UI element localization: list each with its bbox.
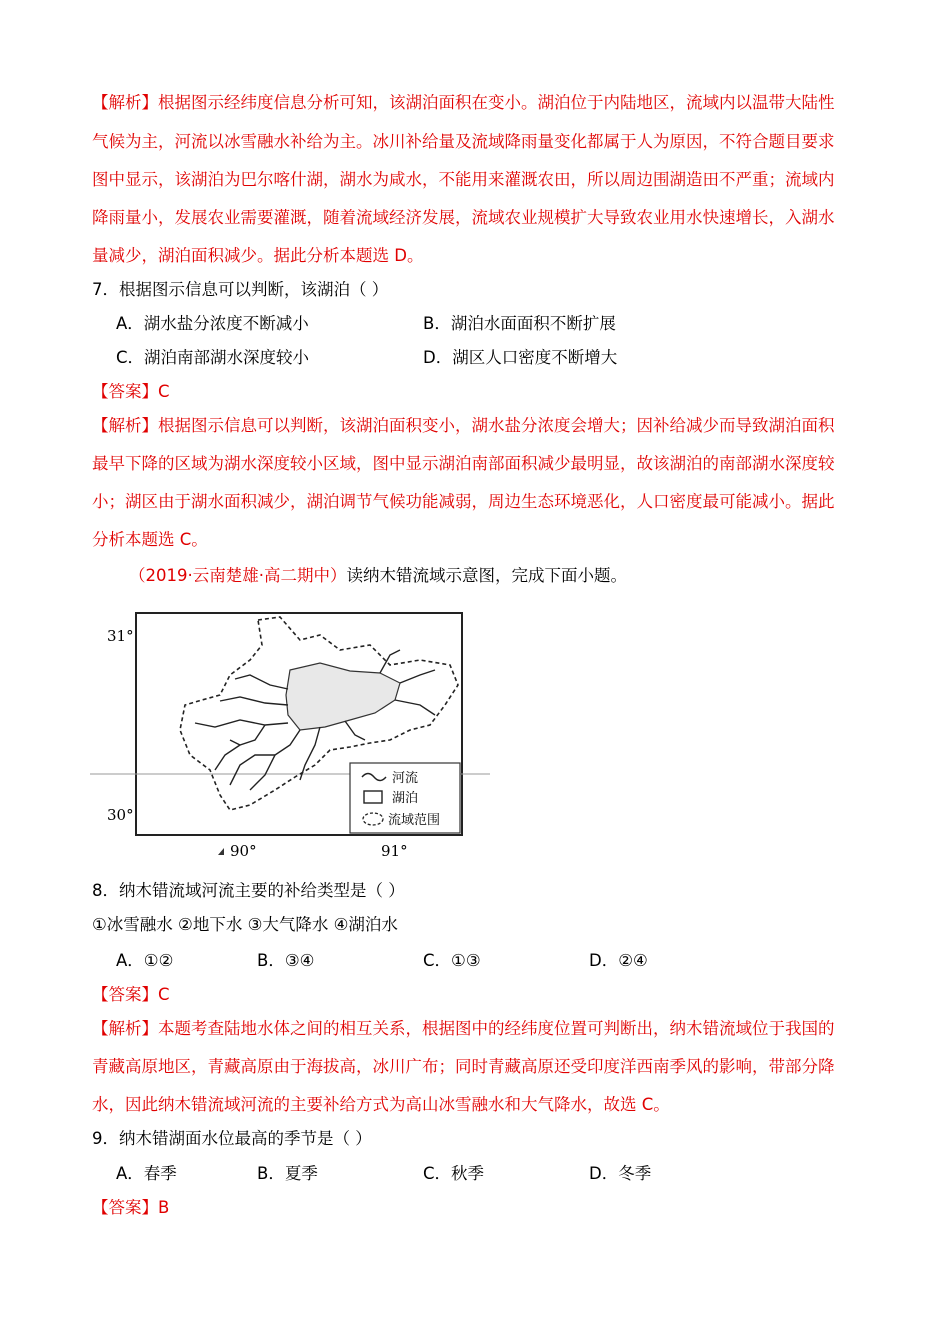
q7-option-c: C．湖泊南部湖水深度较小 (116, 348, 310, 367)
analysis-6-line: 量减少，湖泊面积减少。据此分析本题选 D。 (92, 246, 424, 265)
q7-analysis-line: 分析本题选 C。 (92, 530, 208, 549)
q7-option-b: B．湖泊水面面积不断扩展 (423, 314, 616, 333)
q8-analysis-line: 青藏高原地区，青藏高原由于海拔高，冰川广布；同时青藏高原还受印度洋西南季风的影响，带部分降 (92, 1057, 835, 1076)
lat-label-31: 31° (107, 627, 134, 645)
lake (286, 663, 400, 730)
lon-label-91: 91° (381, 842, 408, 860)
q8-answer: 【答案】C (92, 985, 170, 1004)
section-intro (129, 564, 627, 588)
q8-option-d: D．②④ (589, 951, 648, 970)
q7-option-d: D．湖区人口密度不断增大 (423, 348, 618, 367)
q7-analysis-line: 小；湖区由于湖水面积减少，湖泊调节气候功能减弱，周边生态环境恶化，人口密度最可能减小。据此 (92, 492, 835, 511)
legend-lake-label: 湖泊 (392, 791, 419, 806)
q9-option-d: D．冬季 (589, 1164, 652, 1183)
intro-source: （2019·云南楚雄·高二期中） (129, 566, 347, 585)
q9-option-c: C．秋季 (423, 1164, 485, 1183)
analysis-6-line: 降雨量小，发展农业需要灌溉，随着流域经济发展，流域农业规模扩大导致农业用水快速增长，入湖水 (92, 208, 835, 227)
intro-text: 读纳木错流域示意图，完成下面小题。 (346, 566, 627, 585)
q8-option-a: A．①② (116, 951, 174, 970)
q8-option-c: C．①③ (423, 951, 481, 970)
q7-analysis-line: 【解析】根据图示信息可以判断，该湖泊面积变小，湖水盐分浓度会增大；因补给减少而导致湖泊面积 (92, 416, 835, 435)
legend-river-label: 河流 (392, 771, 419, 786)
q8-items: ①冰雪融水 ②地下水 ③大气降水 ④湖泊水 (92, 915, 398, 934)
namco-basin-map (90, 605, 490, 863)
analysis-6-line: 图中显示，该湖泊为巴尔喀什湖，湖水为咸水，不能用来灌溉农田，所以周边围湖造田不严重；流域内 (92, 170, 835, 189)
q8-analysis-line: 【解析】本题考查陆地水体之间的相互关系，根据图中的经纬度位置可判断出，纳木错流域位于我国的 (92, 1019, 835, 1038)
analysis-6-line: 气候为主，河流以冰雪融水补给为主。冰川补给量及流域降雨量变化都属于人为原因，不符合题目要求 (92, 132, 835, 151)
q8-analysis-line: 水，因此纳木错流域河流的主要补给方式为高山冰雪融水和大气降水，故选 C。 (92, 1095, 670, 1114)
tick-mark (218, 848, 224, 855)
question-8-stem: 8．纳木错流域河流主要的补给类型是（ ） (92, 881, 405, 900)
question-7-stem: 7．根据图示信息可以判断，该湖泊（ ） (92, 280, 389, 299)
q9-option-a: A．春季 (116, 1164, 177, 1183)
question-9-stem: 9．纳木错湖面水位最高的季节是（ ） (92, 1129, 372, 1148)
q7-analysis-line: 最早下降的区域为湖水深度较小区域，图中显示湖泊南部面积减少最明显，故该湖泊的南部湖水深度较 (92, 454, 835, 473)
q8-option-b: B．③④ (257, 951, 315, 970)
q7-option-a: A．湖水盐分浓度不断减小 (116, 314, 309, 333)
q9-answer: 【答案】B (92, 1198, 170, 1217)
q9-option-b: B．夏季 (257, 1164, 318, 1183)
legend-basin-label: 流域范围 (388, 813, 441, 828)
q7-answer: 【答案】C (92, 382, 170, 401)
lon-label-90: 90° (230, 842, 257, 860)
lat-label-30: 30° (107, 806, 134, 824)
analysis-6-line: 【解析】根据图示经纬度信息分析可知，该湖泊面积在变小。湖泊位于内陆地区，流域内以温带大陆性 (92, 93, 835, 112)
